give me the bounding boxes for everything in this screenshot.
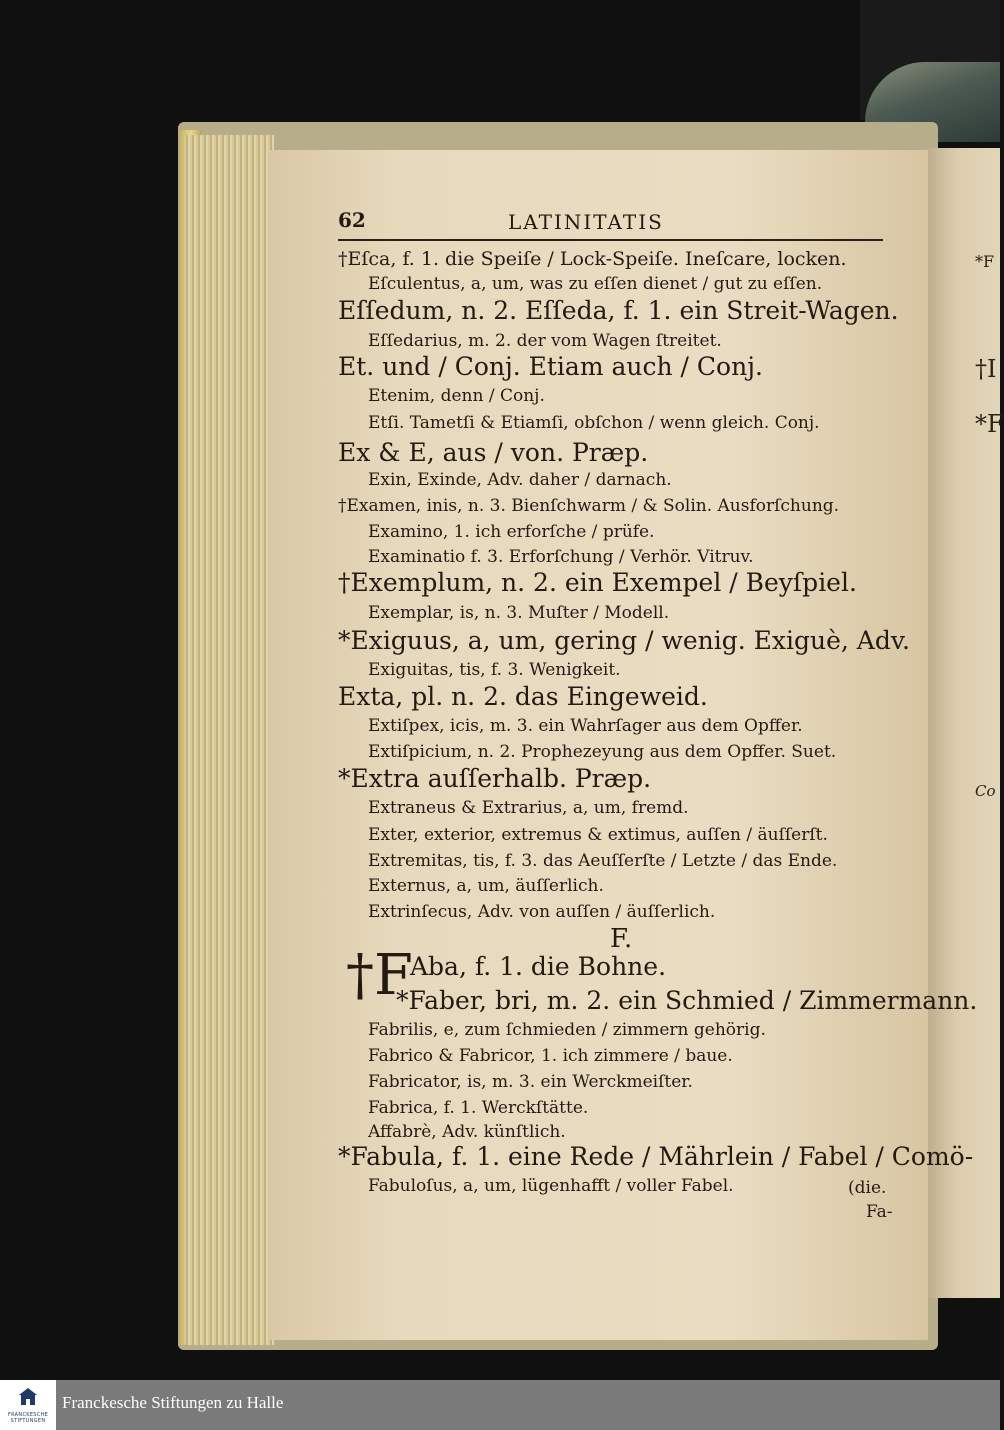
entry: *Exiguus, a, um, gering / wenig. Exiguè, Adv. bbox=[338, 626, 910, 655]
facing-page bbox=[928, 148, 1000, 1298]
entry: Extrinſecus, Adv. von auſſen / äuſſerlich. bbox=[368, 902, 716, 922]
entry: Etſi. Tametſi & Etiamſi, obſchon / wenn gleich. Conj. bbox=[368, 413, 820, 433]
entry: Ex & E, aus / von. Præp. bbox=[338, 438, 649, 467]
entry: Fabuloſus, a, um, lügenhafft / voller Fabel. bbox=[368, 1176, 734, 1196]
institution-name: Franckesche Stiftungen zu Halle bbox=[62, 1393, 284, 1412]
page-edges bbox=[184, 135, 274, 1345]
entry: †Eſca, f. 1. die Speiſe / Lock-Speiſe. Ineſcare, locken. bbox=[338, 248, 847, 270]
entry: Fabrico & Fabricor, 1. ich zimmere / baue. bbox=[368, 1046, 733, 1066]
entry: Extiſpex, icis, m. 3. ein Wahrſager aus dem Opffer. bbox=[368, 716, 803, 736]
entry: Etenim, denn / Conj. bbox=[368, 386, 545, 406]
running-title: LATINITATIS bbox=[508, 210, 664, 234]
entry: Eſculentus, a, um, was zu eſſen dienet / gut zu eſſen. bbox=[368, 274, 823, 294]
entry: Extiſpicium, n. 2. Prophezeyung aus dem Opffer. Suet. bbox=[368, 742, 837, 762]
entry: *Extra auſſerhalb. Præp. bbox=[338, 764, 652, 793]
facing-page-fragment: †I bbox=[975, 355, 997, 383]
catchword: (die. bbox=[848, 1178, 887, 1198]
entry: Externus, a, um, äuſſerlich. bbox=[368, 876, 604, 896]
header-rule bbox=[338, 239, 883, 241]
footer-bar bbox=[0, 1380, 1000, 1430]
entry: *Faber, bri, m. 2. ein Schmied / Zimmermann. bbox=[396, 986, 978, 1015]
section-letter: F. bbox=[610, 924, 633, 954]
entry: Fabrica, f. 1. Werckſtätte. bbox=[368, 1098, 589, 1118]
drop-cap: †F bbox=[346, 943, 413, 1008]
entry: Examinatio f. 3. Erforſchung / Verhör. Vitruv. bbox=[368, 547, 754, 567]
entry: Fabrilis, e, zum ſchmieden / zimmern gehörig. bbox=[368, 1020, 766, 1040]
building-icon bbox=[18, 1387, 38, 1407]
facing-page-fragment: Co bbox=[975, 782, 996, 800]
entry: Exiguitas, tis, f. 3. Wenigkeit. bbox=[368, 660, 621, 680]
catchword: Fa- bbox=[866, 1202, 893, 1222]
entry: *Fabula, f. 1. eine Rede / Mährlein / Fabel / Comö- bbox=[338, 1142, 974, 1171]
entry: Extraneus & Extrarius, a, um, fremd. bbox=[368, 798, 689, 818]
entry: †Examen, inis, n. 3. Bienſchwarm / & Solin. Ausforſchung. bbox=[338, 496, 840, 516]
entry: Eſſedarius, m. 2. der vom Wagen ſtreitet. bbox=[368, 331, 722, 351]
entry: Aba, f. 1. die Bohne. bbox=[410, 952, 667, 981]
entry: Extremitas, tis, f. 3. das Aeuſſerſte / Letzte / das Ende. bbox=[368, 851, 838, 871]
logo bbox=[0, 1380, 56, 1430]
entry: Affabrè, Adv. künſtlich. bbox=[368, 1122, 566, 1142]
entry: Exter, exterior, extremus & extimus, auſſen / äuſſerſt. bbox=[368, 825, 828, 845]
entry: Eſſedum, n. 2. Eſſeda, f. 1. ein Streit-Wagen. bbox=[338, 296, 899, 325]
facing-page-fragment: *F bbox=[975, 410, 1004, 438]
logo-text: FRANCKESCHE STIFTUNGEN bbox=[7, 1412, 49, 1424]
entry: Exin, Exinde, Adv. daher / darnach. bbox=[368, 470, 672, 490]
page-number: 62 bbox=[338, 208, 366, 232]
entry: Exemplar, is, n. 3. Muſter / Modell. bbox=[368, 603, 670, 623]
entry: Et. und / Conj. Etiam auch / Conj. bbox=[338, 352, 763, 381]
entry: †Exemplum, n. 2. ein Exempel / Beyſpiel. bbox=[338, 568, 857, 597]
entry: Exta, pl. n. 2. das Eingeweid. bbox=[338, 682, 708, 711]
entry: Examino, 1. ich erforſche / prüfe. bbox=[368, 522, 655, 542]
facing-page-fragment: *F bbox=[975, 252, 995, 271]
entry: Fabricator, is, m. 3. ein Werckmeiſter. bbox=[368, 1072, 693, 1092]
